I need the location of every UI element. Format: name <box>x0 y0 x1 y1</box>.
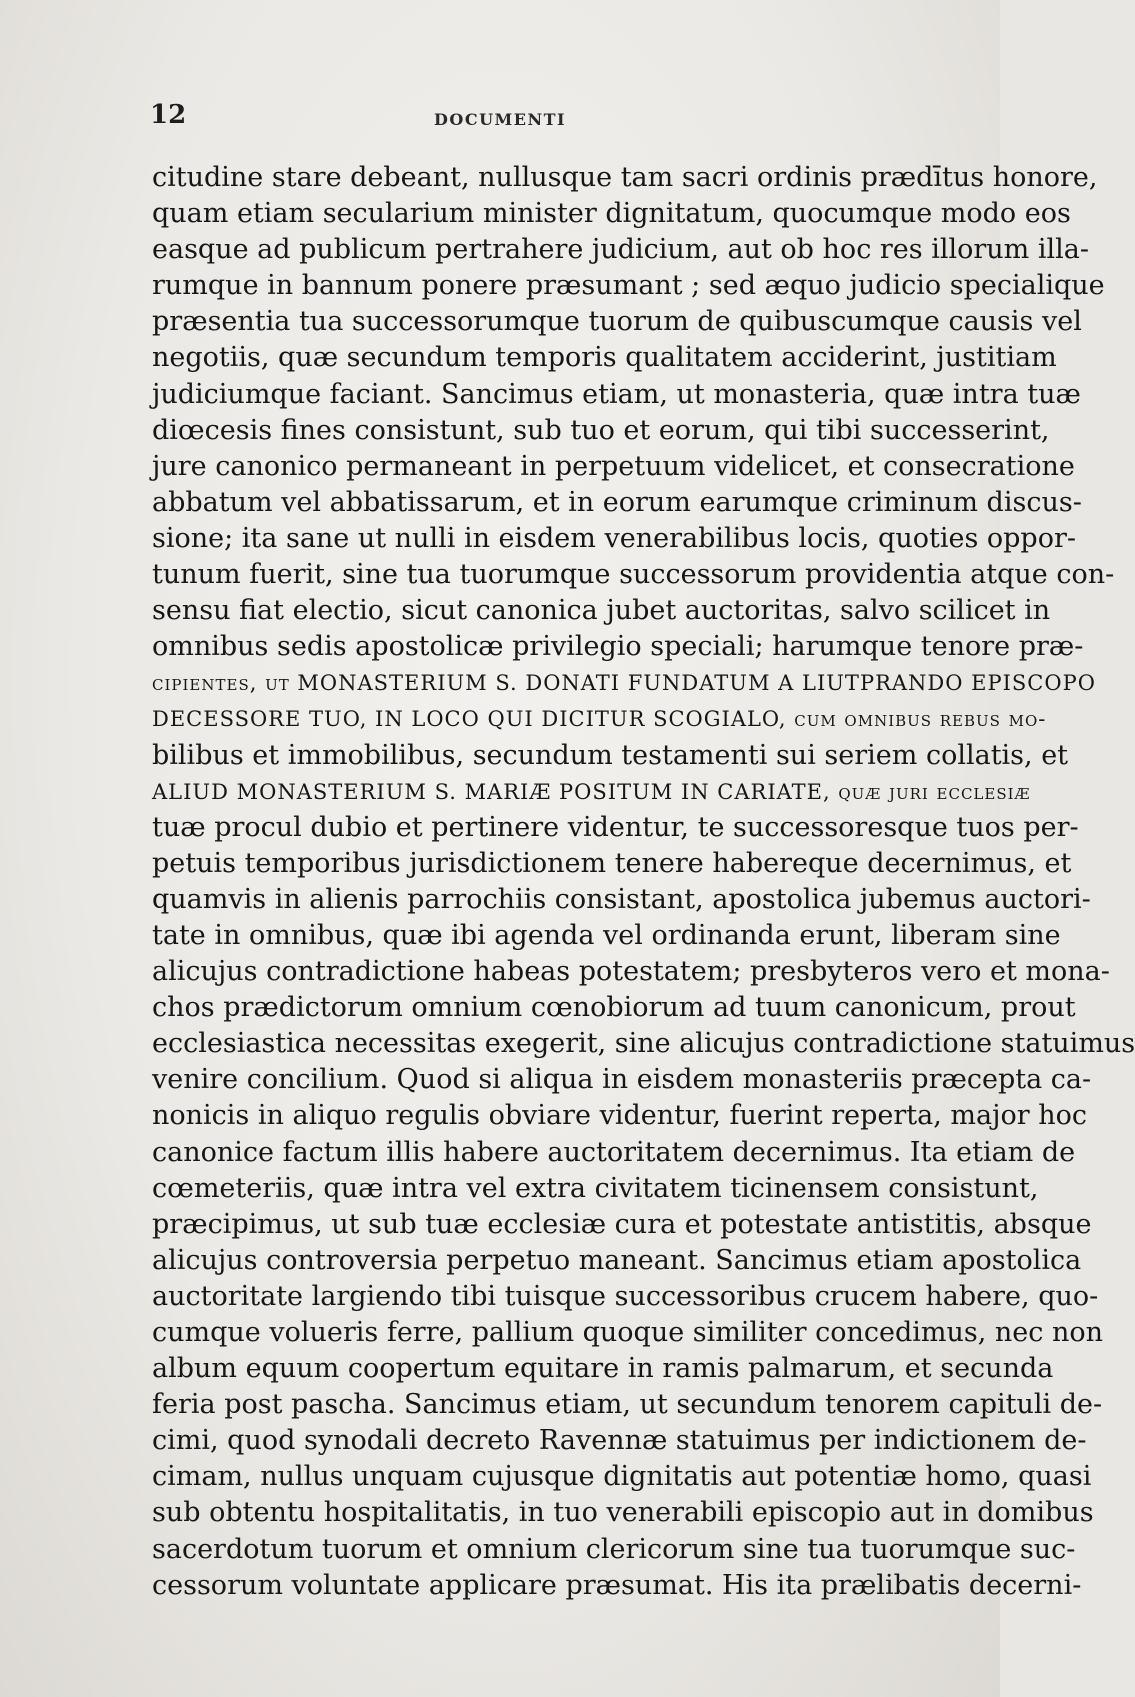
text-line: DECESSORE TUO, IN LOCO QUI DICITUR SCOGIALO, cum omnibus rebus mo- <box>152 707 1047 732</box>
text-line: præsentia tua successorumque tuorum de quibuscumque causis vel <box>152 306 1082 338</box>
text-line: præcipimus, ut sub tuæ ecclesiæ cura et potestate antistitis, absque <box>152 1208 1092 1240</box>
text-line: canonice factum illis habere auctoritatem decernimus. Ita etiam de <box>152 1136 1076 1168</box>
text-line: sacerdotum tuorum et omnium clericorum sine tua tuorumque suc- <box>152 1533 1076 1565</box>
running-head: DOCUMENTI <box>434 110 566 129</box>
text-line: quamvis in alienis parrochiis consistant, apostolica jubemus auctori- <box>152 883 1091 915</box>
text-line: petuis temporibus jurisdictionem tenere habereque decernimus, et <box>152 847 1072 879</box>
text-line: bilibus et immobilibus, secundum testamenti sui seriem collatis, et <box>152 739 1069 771</box>
text-line: abbatum vel abbatissarum, et in eorum earumque criminum discus- <box>152 486 1082 518</box>
text-line: sione; ita sane ut nulli in eisdem venerabilibus locis, quoties oppor- <box>152 522 1076 554</box>
text-line: sensu fiat electio, sicut canonica jubet auctoritas, salvo scilicet in <box>152 595 1051 627</box>
text-line: tuæ procul dubio et pertinere videntur, te successoresque tuos per- <box>152 811 1079 843</box>
text-line: rumque in bannum ponere præsumant ; sed æquo judicio specialique <box>152 270 1105 302</box>
text-line: tate in omnibus, quæ ibi agenda vel ordinanda erunt, liberam sine <box>152 919 1061 951</box>
text-line: negotiis, quæ secundum temporis qualitatem acciderint, justitiam <box>152 342 1057 374</box>
text-line: quam etiam secularium minister dignitatum, quocumque modo eos <box>152 198 1071 230</box>
text-line: ALIUD MONASTERIUM S. MARIÆ POSITUM IN CARIATE, quæ juri ecclesiæ <box>152 779 1031 804</box>
text-line: nonicis in aliquo regulis obviare videntur, fuerint reperta, major hoc <box>152 1100 1087 1132</box>
text-line: cœmeteriis, quæ intra vel extra civitatem ticinensem consistunt, <box>152 1172 1039 1204</box>
text-line: album equum coopertum equitare in ramis palmarum, et secunda <box>152 1353 1054 1385</box>
text-line: citudine stare debeant, nullusque tam sacri ordinis prædītus honore, <box>152 162 1098 193</box>
text-line: omnibus sedis apostolicæ privilegio speciali; harumque tenore præ- <box>152 631 1084 663</box>
text-line: diœcesis fines consistunt, sub tuo et eorum, qui tibi successerint, <box>152 414 1050 446</box>
text-line: sub obtentu hospitalitatis, in tuo venerabili episcopio aut in domibus <box>152 1497 1094 1529</box>
page-number: 12 <box>150 100 187 130</box>
text-line: alicujus contradictione habeas potestatem; presbyteros vero et mona- <box>152 956 1110 988</box>
text-line: cimam, nullus unquam cujusque dignitatis aut potentiæ homo, quasi <box>152 1461 1092 1493</box>
text-line: easque ad publicum pertrahere judicium, aut ob hoc res illorum illa- <box>152 234 1089 266</box>
text-line: cimi, quod synodali decreto Ravennæ statuimus per indictionem de- <box>152 1425 1087 1457</box>
text-line: feria post pascha. Sancimus etiam, ut secundum tenorem capituli de- <box>152 1389 1103 1421</box>
text-line: cessorum voluntate applicare præsumat. His ita prælibatis decerni- <box>152 1569 1082 1601</box>
text-line: chos prædictorum omnium cœnobiorum ad tuum canonicum, prout <box>152 992 1076 1024</box>
text-line: cipientes, ut MONASTERIUM S. DONATI FUNDATUM A LIUTPRANDO EPISCOPO <box>152 671 1096 696</box>
text-line: auctoritate largiendo tibi tuisque successoribus crucem habere, quo- <box>152 1280 1099 1312</box>
text-line: cumque volueris ferre, pallium quoque similiter concedimus, nec non <box>152 1317 1104 1348</box>
text-line: alicujus controversia perpetuo maneant. Sancimus etiam apostolica <box>152 1244 1082 1276</box>
text-line: judiciumque faciant. Sancimus etiam, ut monasteria, quæ intra tuæ <box>152 378 1081 410</box>
text-line: ecclesiastica necessitas exegerit, sine alicujus contradictione statuimus <box>152 1028 1135 1060</box>
body-text <box>152 160 1135 1604</box>
text-line: venire concilium. Quod si aliqua in eisdem monasteriis præcepta ca- <box>152 1064 1092 1096</box>
text-line: jure canonico permaneant in perpetuum videlicet, et consecratione <box>152 450 1075 482</box>
text-line: tunum fuerit, sine tua tuorumque successorum providentia atque con- <box>152 559 1115 591</box>
